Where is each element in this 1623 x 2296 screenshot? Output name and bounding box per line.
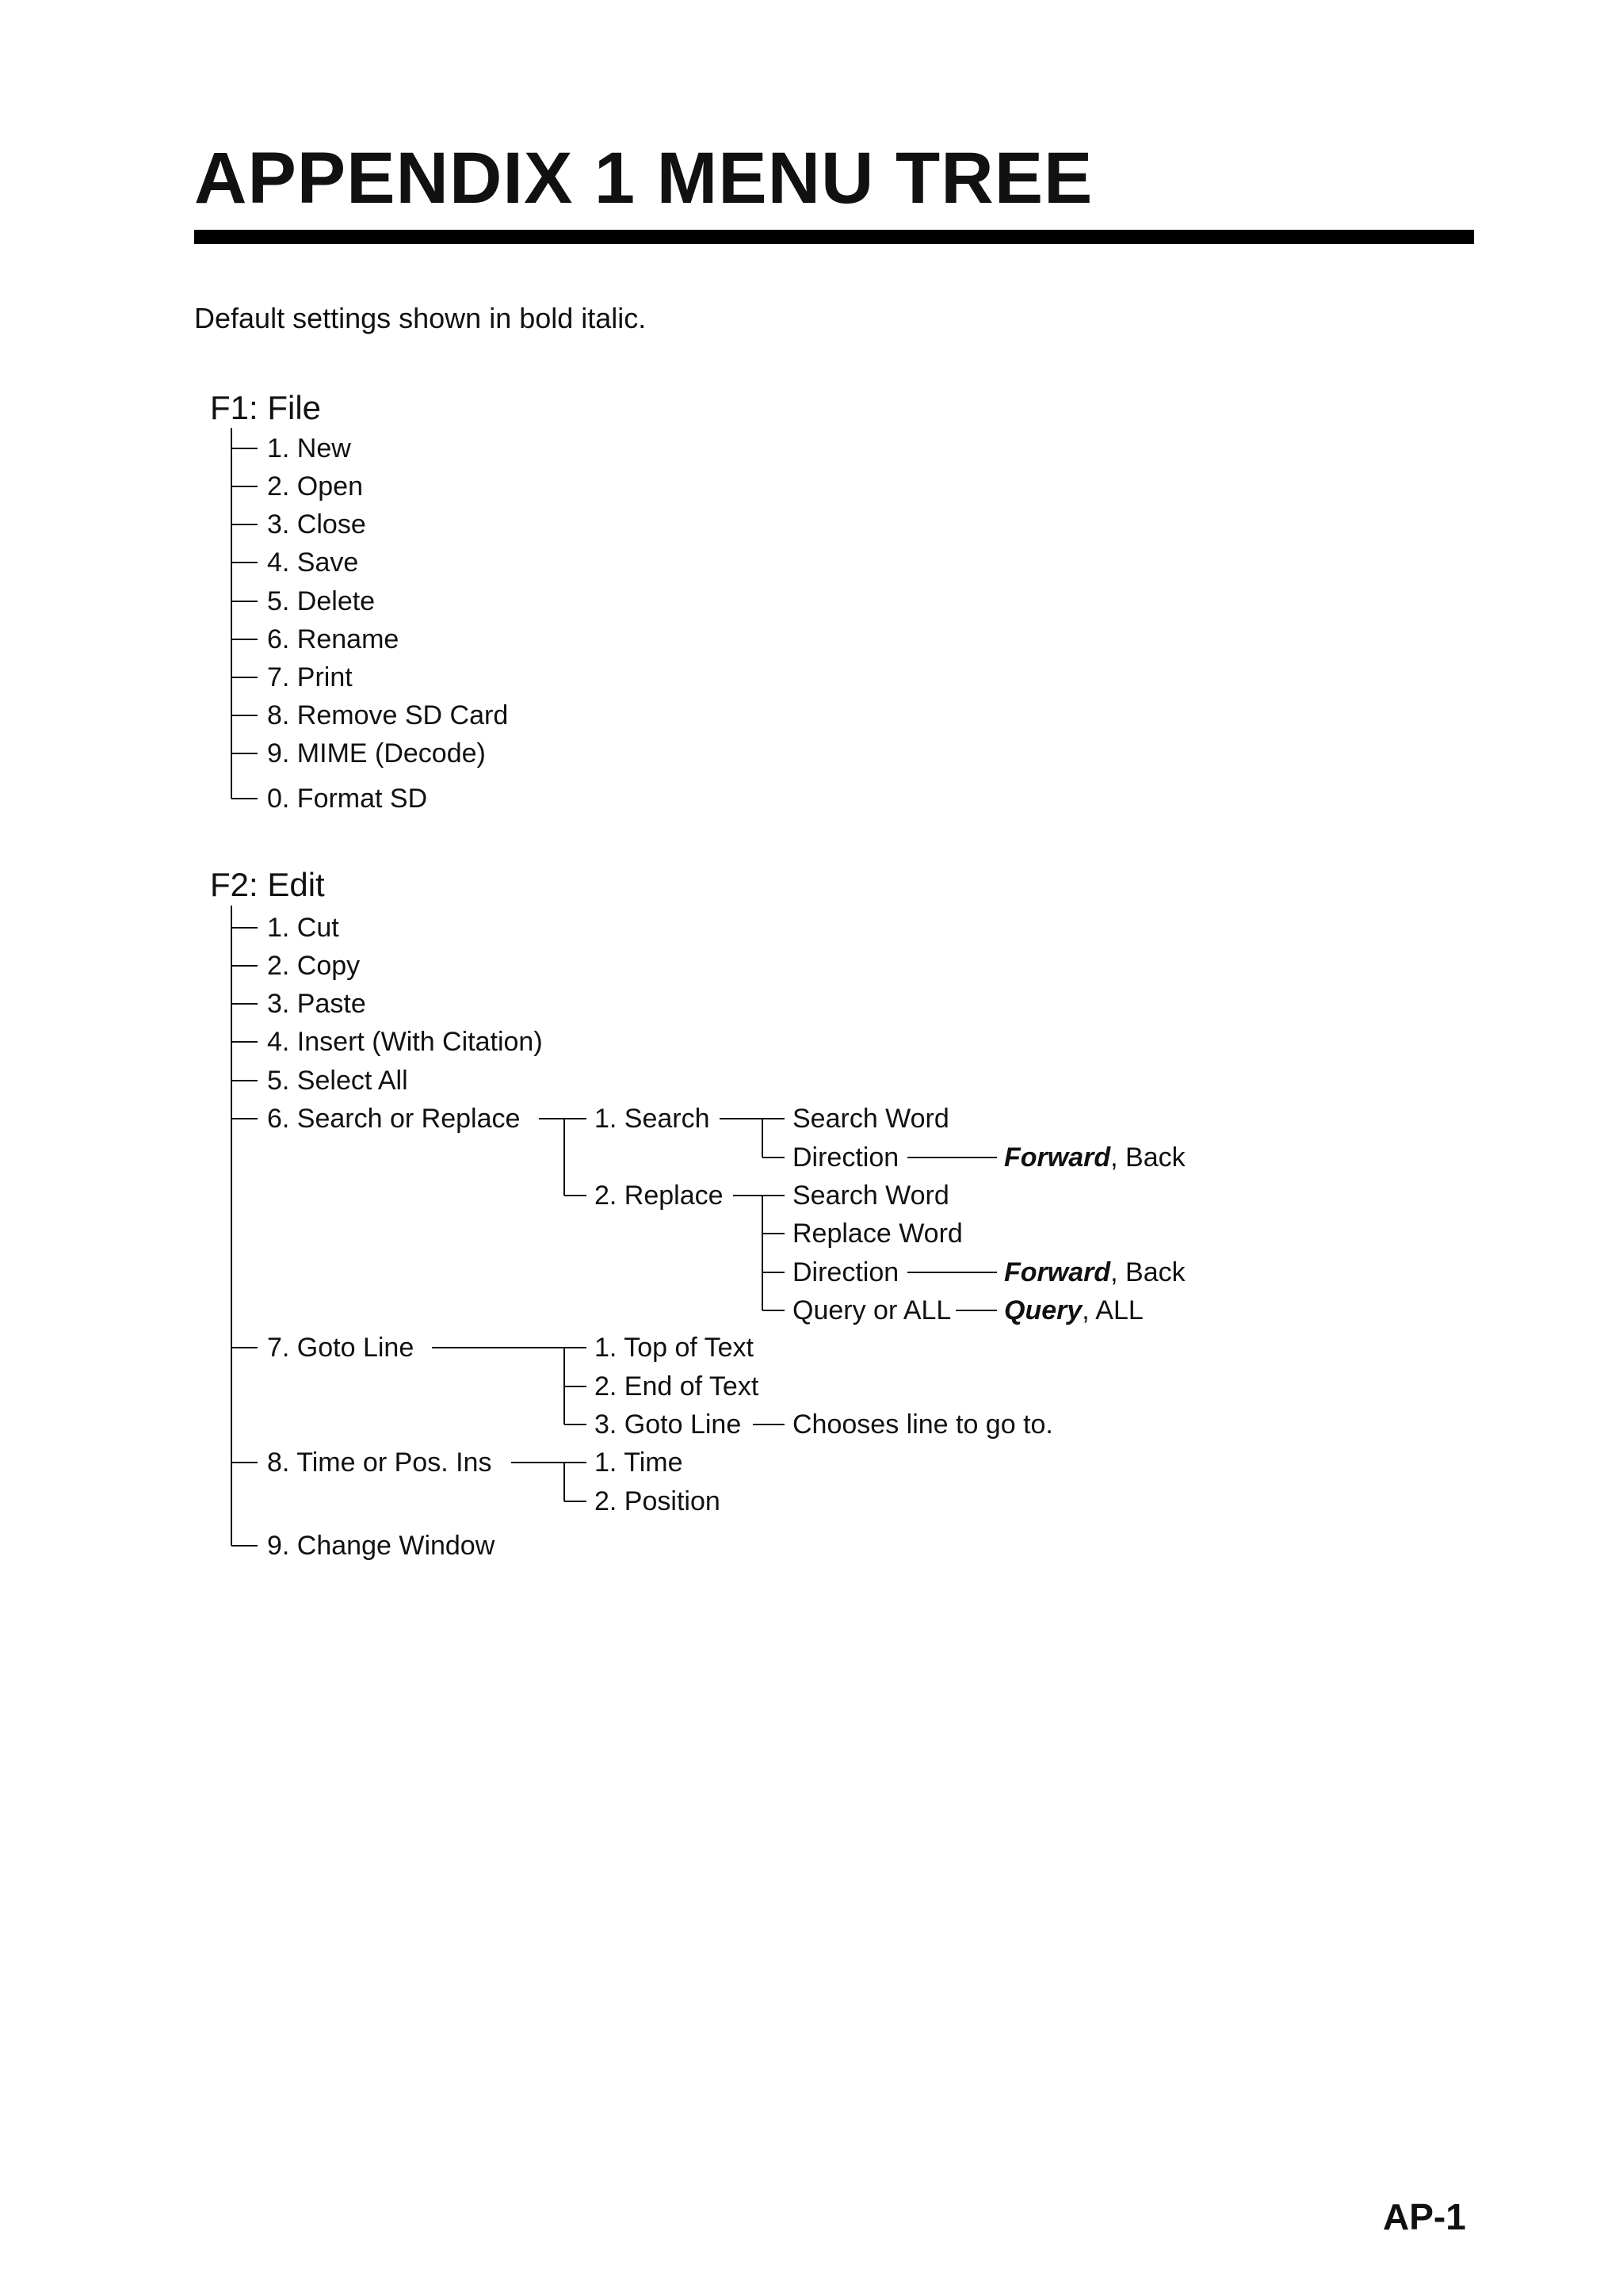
goto-goto-line: 3. Goto Line: [594, 1409, 742, 1440]
file-item-save: 4. Save: [267, 547, 359, 578]
edit-item-change-window: 9. Change Window: [267, 1531, 495, 1561]
file-item-close: 3. Close: [267, 509, 366, 540]
edit-item-time-pos: 8. Time or Pos. Ins: [267, 1447, 492, 1478]
search-label: 1. Search: [594, 1104, 710, 1134]
page-title: APPENDIX 1 MENU TREE: [194, 138, 1094, 219]
edit-item-goto-line: 7. Goto Line: [267, 1333, 414, 1363]
replace-query-other: , ALL: [1082, 1295, 1144, 1325]
replace-direction-options: [1004, 1257, 1186, 1288]
edit-item-search-replace: 6. Search or Replace: [267, 1104, 521, 1134]
edit-item-insert: 4. Insert (With Citation): [267, 1027, 543, 1057]
file-item-rename: 6. Rename: [267, 624, 399, 654]
goto-end-of-text: 2. End of Text: [594, 1371, 759, 1402]
search-direction-options: [1004, 1142, 1186, 1173]
replace-replace-word: Replace Word: [792, 1219, 963, 1249]
edit-item-paste: 3. Paste: [267, 989, 366, 1019]
file-item-new: 1. New: [267, 433, 351, 463]
search-direction: Direction: [792, 1142, 899, 1173]
file-item-print: 7. Print: [267, 662, 353, 692]
replace-query: Query or ALL: [792, 1295, 952, 1325]
replace-query-options: [1004, 1295, 1144, 1326]
edit-item-cut: 1. Cut: [267, 913, 339, 943]
file-item-format-sd: 0. Format SD: [267, 784, 428, 814]
title-rule: [194, 230, 1474, 244]
search-search-word: Search Word: [792, 1104, 949, 1134]
edit-item-select-all: 5. Select All: [267, 1066, 408, 1096]
replace-direction-default: Forward: [1004, 1257, 1111, 1287]
replace-search-word: Search Word: [792, 1180, 949, 1211]
goto-line-description: Chooses line to go to.: [792, 1409, 1053, 1440]
search-direction-default: Forward: [1004, 1142, 1111, 1173]
intro-text: Default settings shown in bold italic.: [194, 302, 647, 334]
page-number: AP-1: [1383, 2196, 1466, 2237]
replace-direction-other: , Back: [1110, 1257, 1186, 1287]
replace-query-default: Query: [1004, 1295, 1083, 1325]
search-direction-other: , Back: [1110, 1142, 1186, 1173]
file-item-delete: 5. Delete: [267, 586, 376, 616]
file-item-remove-sd: 8. Remove SD Card: [267, 700, 509, 730]
f1-file-heading: F1: File: [210, 389, 322, 426]
file-item-mime: 9. MIME (Decode): [267, 738, 486, 769]
replace-label: 2. Replace: [594, 1180, 724, 1211]
time-pos-position: 2. Position: [594, 1486, 720, 1516]
time-pos-time: 1. Time: [594, 1447, 683, 1478]
edit-item-copy: 2. Copy: [267, 951, 361, 981]
file-item-open: 2. Open: [267, 471, 363, 502]
f2-edit-heading: F2: Edit: [210, 866, 325, 903]
replace-direction: Direction: [792, 1257, 899, 1287]
goto-top-of-text: 1. Top of Text: [594, 1333, 754, 1363]
